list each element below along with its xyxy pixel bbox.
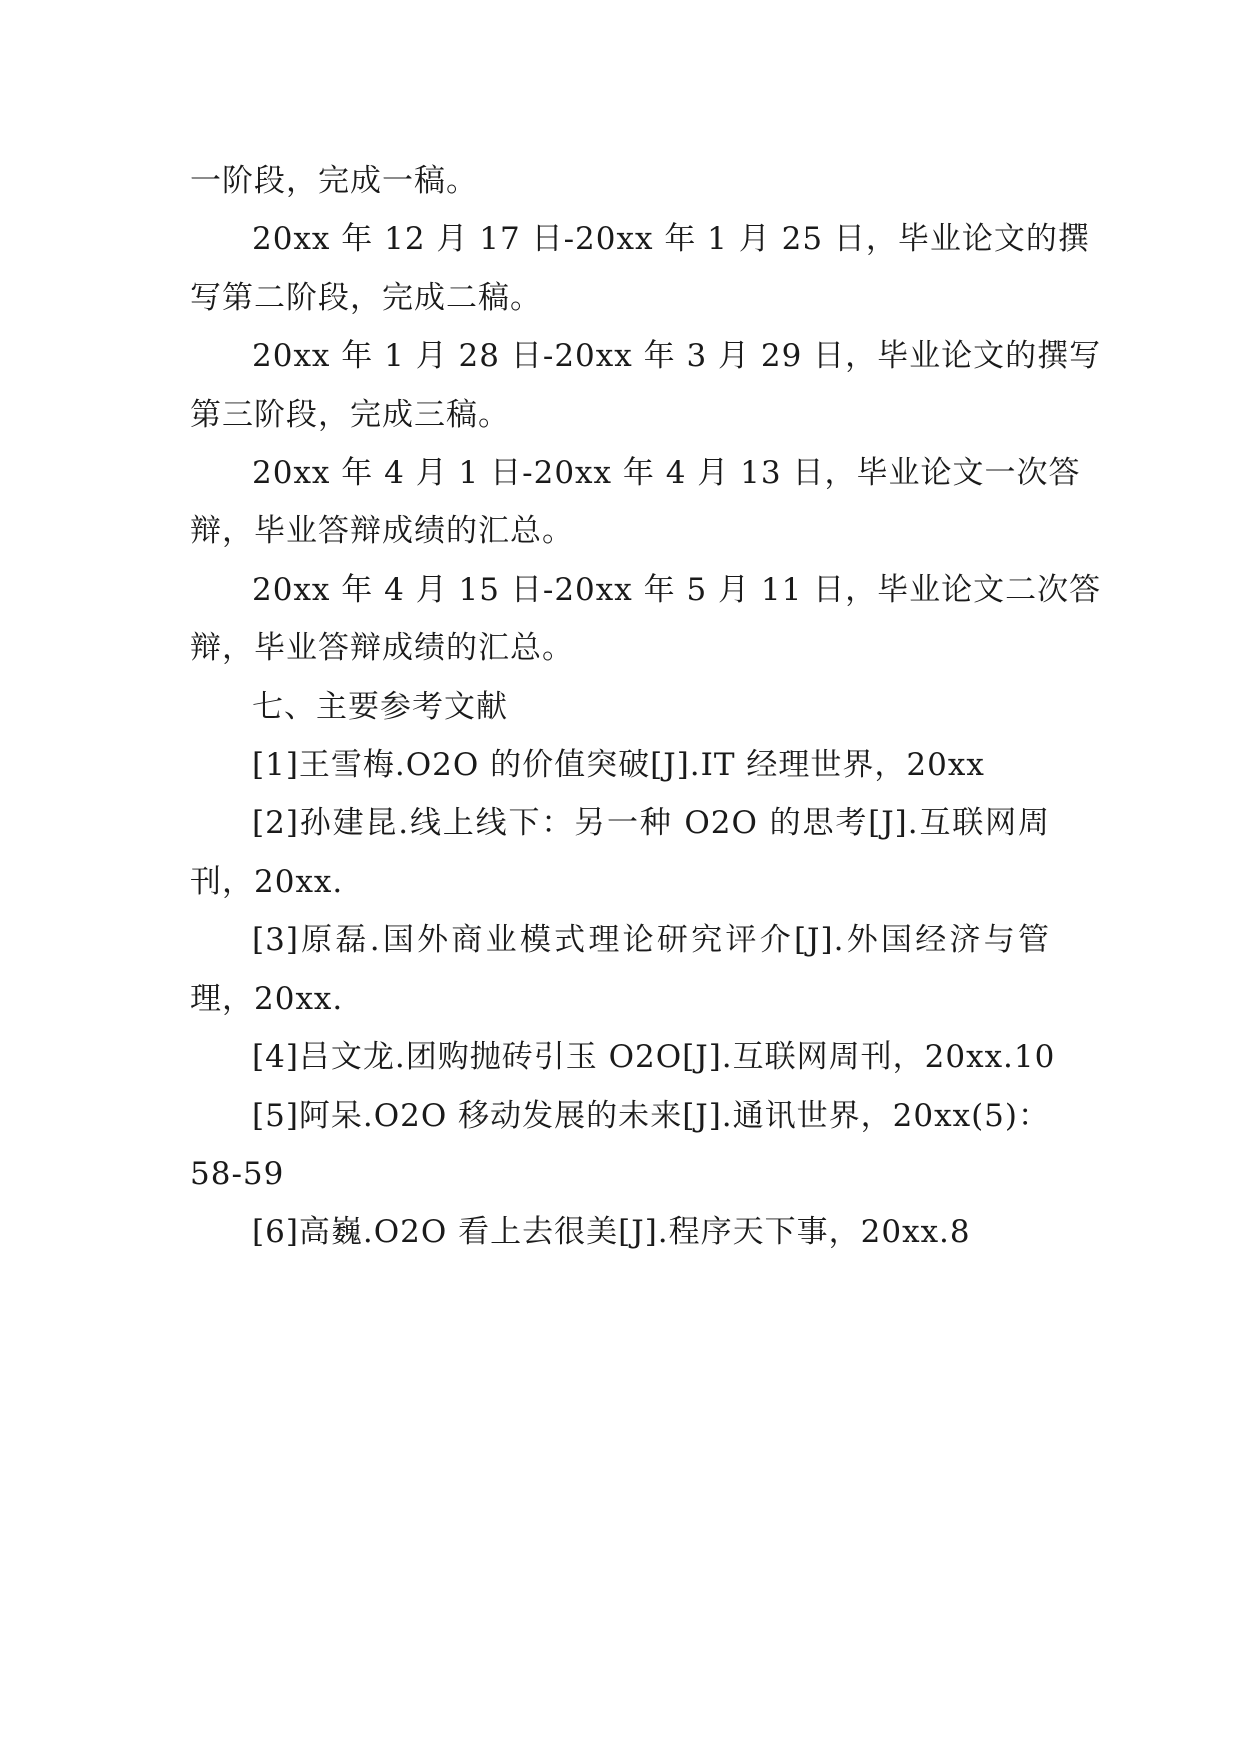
- reference-item-continuation: 理，20xx.: [190, 980, 344, 1017]
- text-line: 第三阶段，完成三稿。: [190, 396, 510, 433]
- reference-item: [5]阿呆.O2O 移动发展的未来[J].通讯世界，20xx(5)：: [252, 1097, 1050, 1134]
- text-line: 一阶段，完成一稿。: [190, 163, 478, 199]
- reference-item: [2]孙建昆.线上线下：另一种 O2O 的思考[J].互联网周: [252, 805, 1050, 842]
- reference-item-continuation: 58-59: [190, 1155, 285, 1192]
- text-line: 20xx 年 4 月 15 日-20xx 年 5 月 11 日，毕业论文二次答: [252, 571, 1102, 608]
- reference-item: [4]吕文龙.团购抛砖引玉 O2O[J].互联网周刊，20xx.10: [252, 1039, 1056, 1076]
- section-heading: 七、主要参考文献: [252, 688, 508, 725]
- reference-item: [1]王雪梅.O2O 的价值突破[J].IT 经理世界，20xx: [252, 747, 985, 784]
- reference-item: [6]高巍.O2O 看上去很美[J].程序天下事，20xx.8: [252, 1214, 971, 1251]
- text-line: 20xx 年 4 月 1 日-20xx 年 4 月 13 日，毕业论文一次答: [252, 455, 1081, 492]
- text-line: 20xx 年 12 月 17 日-20xx 年 1 月 25 日，毕业论文的撰: [252, 221, 1090, 258]
- text-line: 20xx 年 1 月 28 日-20xx 年 3 月 29 日，毕业论文的撰写: [252, 338, 1102, 375]
- text-line: 写第二阶段，完成二稿。: [190, 279, 542, 316]
- reference-item-continuation: 刊，20xx.: [190, 863, 344, 900]
- text-line: 辩，毕业答辩成绩的汇总。: [190, 630, 574, 667]
- text-line: 辩，毕业答辩成绩的汇总。: [190, 513, 574, 550]
- reference-item: [3]原磊.国外商业模式理论研究评介[J].外国经济与管: [252, 922, 1050, 959]
- document-body: [190, 152, 1102, 1262]
